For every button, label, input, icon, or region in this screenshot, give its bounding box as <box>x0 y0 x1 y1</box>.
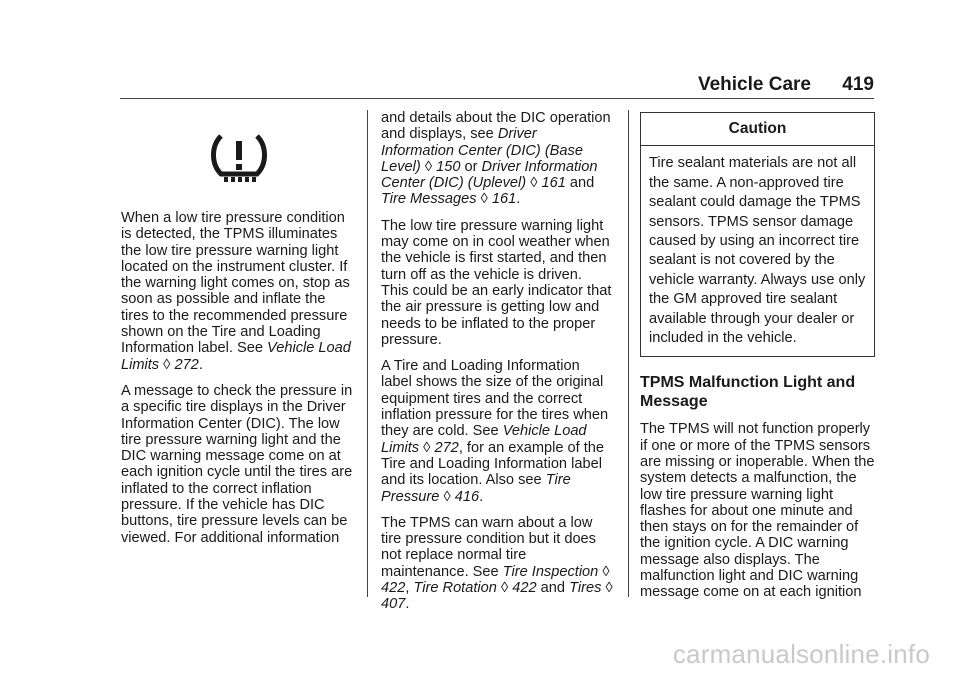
paragraph: The low tire pressure warning light may come on in cool weather when the vehicle is first started, and then turn off as the vehicle is driven. This could be an early indicator that the air pressure is getting low and needs to be inflated to the proper pressure. <box>381 217 612 348</box>
page-ref: 272 <box>174 356 199 373</box>
caution-text: Tire sealant materials are not all the same. A non-approved tire sealant could damage the TPMS sensors. TPMS sensor damage caused by using an incorrect tire sealant is not covered by the vehicle warranty. Always use only the GM approved tire sealant available through your dealer or included in the vehicle. <box>649 155 866 346</box>
reference-symbol: ◊ <box>163 356 171 373</box>
caution-title: Caution <box>728 120 787 137</box>
tire-pressure-warning-icon <box>207 130 271 188</box>
cross-reference: Driver Information Center (DIC) (Uplevel) <box>381 158 598 192</box>
page-number: 419 <box>842 74 874 95</box>
cross-reference: Tire Messages <box>381 191 477 208</box>
header-rule <box>120 98 874 99</box>
section-title: Vehicle Care <box>697 74 812 95</box>
column-3 <box>640 112 875 611</box>
cross-reference: Vehicle Load Limits <box>121 340 351 373</box>
paragraph: The TPMS will not function properly if one or more of the TPMS sensors are missing or inoperable. When the system detects a malfunction, the low tire pressure warning light flashes for about one minute and then stays on for the remainder of the ignition cycle. A DIC warning message also displays. The malfunction light and DIC warning message come on at each ignition <box>640 421 875 601</box>
column-divider-1 <box>367 110 368 597</box>
paragraph: A message to check the pressure in a specific tire displays in the Driver Information Center (DIC). The low tire pressure warning light and the DIC warning message come on at each ignition cycle until the tires are inflated to the correct inflation pressure. If the vehicle has DIC buttons, tire pressure levels can be viewed. For additional information <box>121 382 353 546</box>
paragraph: When a low tire pressure condition is detected, the TPMS illuminates the low tire pressure warning light located on the instrument cluster. If the warning light comes on, stop as soon as possible and inflate the tires to the recommended pressure shown on the Tire and Loading Information label. See Vehicle Load Limits ◊ 272. <box>121 210 351 373</box>
section-heading: TPMS Malfunction Light and Message <box>640 374 856 411</box>
watermark: carmanualsonline.info <box>672 639 930 669</box>
cross-reference: Tire Rotation <box>413 580 497 597</box>
column-divider-2 <box>628 110 629 597</box>
cross-reference: Tires <box>569 580 602 597</box>
cross-reference: Tire Pressure <box>381 472 571 505</box>
column-1 <box>121 210 355 556</box>
cross-reference: Driver Information Center (DIC) (Base Level) <box>381 126 583 175</box>
caution-box <box>640 112 875 357</box>
cross-reference: Vehicle Load Limits <box>381 423 587 456</box>
caution-divider <box>641 145 874 146</box>
cross-reference: Tire Inspection <box>502 563 599 580</box>
paragraph: A Tire and Loading Information label shows the size of the original equipment tires and the correct inflation pressure for the tires when they are cold. See Vehicle Load Limits ◊ 272, for an example of the Tire and Loading Information label and its location. Also see Tire Pressure ◊ 416. <box>381 358 609 505</box>
paragraph: The TPMS can warn about a low tire pressure condition but it does not replace normal tire maintenance. See Tire Inspection ◊ 422, Tire Rotation ◊ 422 and Tires ◊ 407. <box>381 514 613 613</box>
column-2 <box>381 110 613 623</box>
page-header <box>698 74 874 96</box>
paragraph: and details about the DIC operation and displays, see Driver Information Center (DIC) (Base Level) ◊ 150 or Driver Information Center (DIC) (Uplevel) ◊ 161 and Tire Messages ◊ 161. <box>381 110 611 208</box>
